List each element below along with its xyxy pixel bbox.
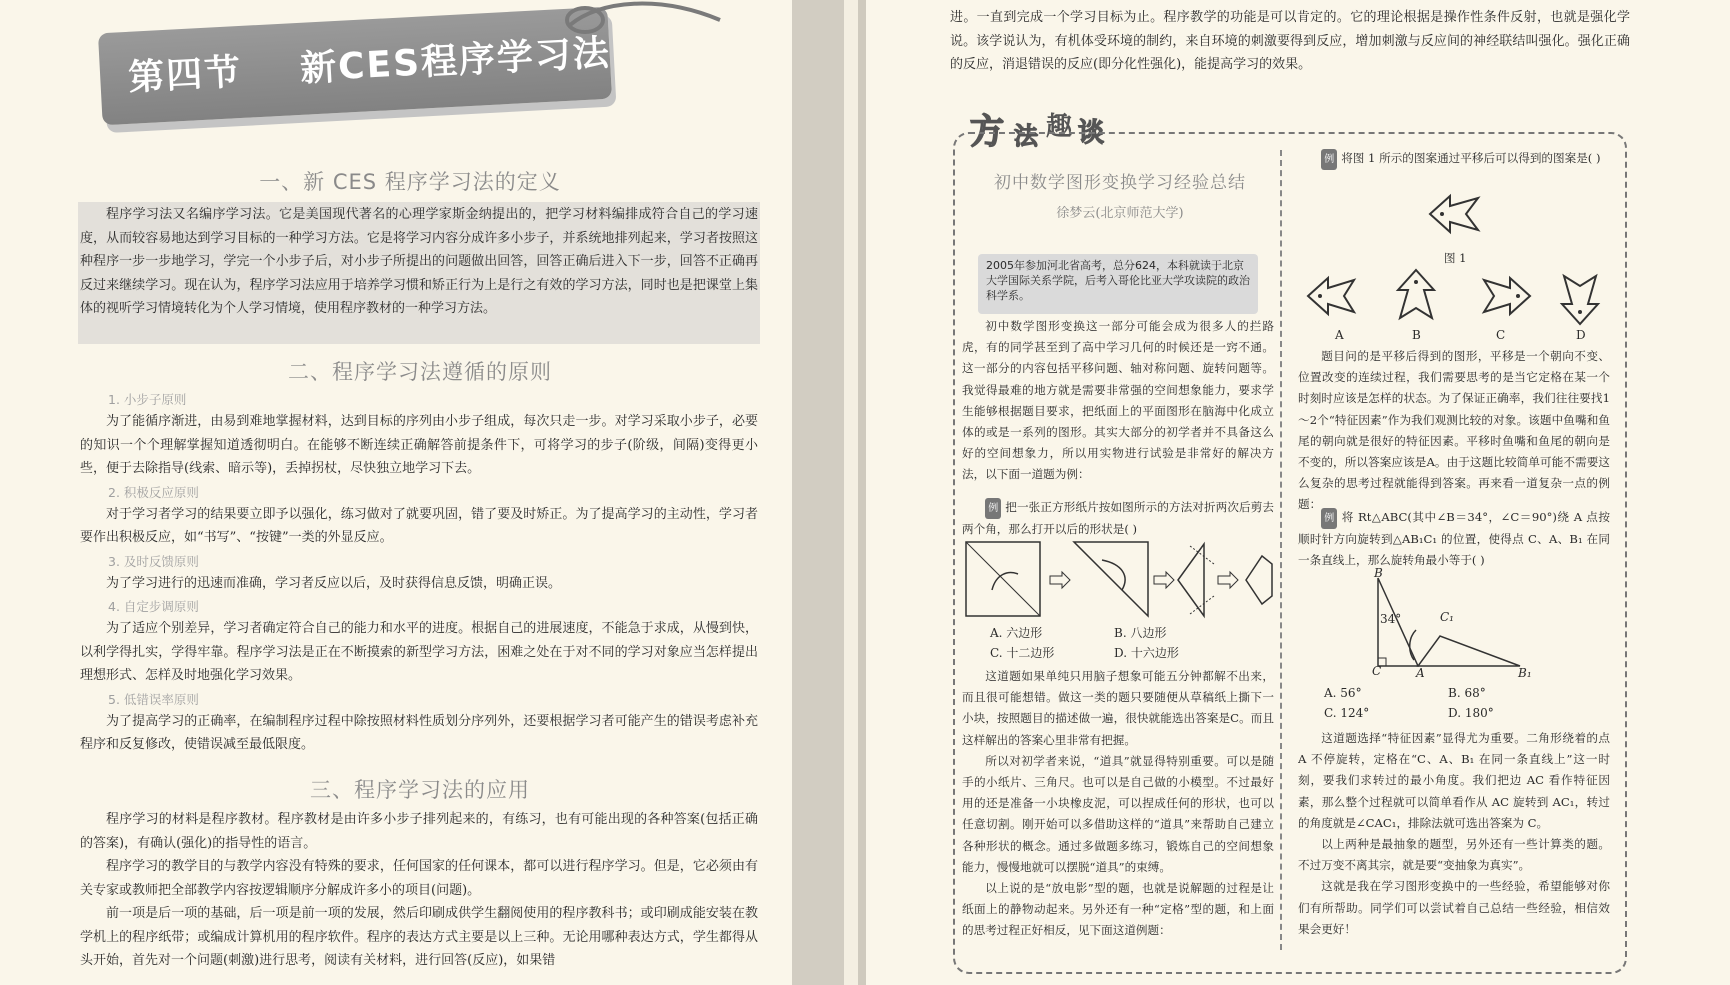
ribbon-ornament-icon [540, 0, 740, 60]
column-divider [1280, 150, 1282, 950]
section3-title: 三、程序学习法的应用 [310, 778, 530, 802]
application-section [80, 808, 758, 985]
book-gutter [844, 0, 858, 985]
choice-d: D. 180° [1448, 706, 1494, 720]
option-label: A [1335, 328, 1344, 342]
section2-title: 二、程序学习法遵循的原则 [288, 360, 552, 384]
application-paragraph: 程序学习的教学目的与教学内容没有特殊的要求，任何国家的任何课本，都可以进行程序学习。但是，它必须由有关专家或教师把全部教学内容按逻辑顺序分解成许多小的项目(问题)。 [80, 859, 758, 898]
principle-title: 5. 低错误率原则 [108, 691, 199, 707]
vertex-label-b: B [1374, 566, 1383, 580]
option-label: C [1496, 328, 1506, 342]
principle-text: 为了适应个别差异，学习者确定符合自己的能力和水平的进度。根据自己的进展速度，不能急于求成，从慢到快，以利学得扎实，学得牢靠。程序学习法是正在不断摸索的新型学习方法，困难之处在于对不同的学习对象应当怎样提出理想形式、怎样及时地强化学习效果。 [80, 621, 758, 683]
article-paragraph: 题目问的是平移后得到的图形，平移是一个朝向不变、位置改变的连续过程，我们需要思考的是当它定格在某一个时刻时应该是怎样的状态。为了保证正确率，我们往往要找1～2个“特征因素”作为我们观测比较的对象。该题中鱼嘴和鱼尾的朝向就是很好的特征因素。平移时鱼嘴和鱼尾的朝向是不变的，所以答案应该是A。由于这题比较简单可能不需要这么复杂的思考过程就能得到答案。再来看一道复杂一点的例题： [1298, 349, 1610, 512]
vertex-label-c: C [1372, 664, 1382, 678]
book-gutter [858, 0, 866, 985]
article-paragraph: 所以对初学者来说，“道具”就显得特别重要。可以是随手的小纸片、三角尺。也可以是自己做的小模型。不过最好用的还是准备一小块橡皮泥，可以捏成任何的形状，也可以任意切割。刚开始可以多借助这样的“道具”来帮助自己建立各种形状的概念。通过多做题多练习，锻炼自己的空间想象能力，慢慢地就可以摆脱“道具”的束缚。 [962, 753, 1274, 874]
continued-paragraph: 进。一直到完成一个学习目标为止。程序教学的功能是可以肯定的。它的理论根据是操作性条件反射，也就是强化学说。该学说认为，有机体受环境的制约，来自环境的刺激要得到反应，增加刺激与反应间的神经联结叫强化。强化正确的反应，消退错误的反应(即分化性强化)，能提高学习的效果。 [950, 10, 1630, 72]
example-question-text: 把一张正方形纸片按如图所示的方法对折两次后剪去两个角，那么打开以后的形状是( ) [962, 500, 1274, 537]
principle-text: 对于学习者学习的结果要立即予以强化，练习做对了就要巩固，错了要及时矫正。为了提高学习的主动性，学习者要作出积极反应，如“书写”、“按键”一类的外显反应。 [80, 506, 758, 545]
example-tag: 例 [1321, 508, 1337, 529]
article-body-continued [962, 666, 1274, 964]
column-header-char: 方 [970, 112, 1004, 152]
column-header-char: 趣 [1046, 112, 1073, 142]
choice-a: A. 六边形 [990, 626, 1043, 640]
author: 徐梦云(北京师范大学) [1056, 206, 1184, 221]
fish-options-figure [1300, 266, 1612, 328]
principle-text: 为了提高学习的正确率，在编制程序过程中除按照材料性质划分序列外，还要根据学习者可能产生的错误考虑补充程序和反复修改，使错误减至最低限度。 [80, 713, 758, 752]
example-question [1298, 507, 1610, 572]
author-bio-text: 2005年参加河北省高考，总分624，本科就读于北京大学国际关系学院，后考入哥伦比亚大学攻读院的政治科学系。 [986, 259, 1250, 302]
definition-paragraph: 程序学习法又名编序学习法。它是美国现代著名的心理学家斯金纳提出的，把学习材料编排成符合自己的学习速度，从而较容易地达到学习目标的一种学习方法。它是将学习内容分成许多小步子，并系统地排列起来，学习者按照这种程序一步一步地学习，学完一个小步子后，对小步子所提出的问题做出回答，回答正确后进入下一步，回答不正确再反过来继续学习。现在认为，程序学习法应用于培养学习惯和矫正行为上是行之有效的学习方法，同时也是把课堂上集体的视听学习情境转化为个人学习情境，使用程序教材的一种学习方法。 [80, 207, 758, 316]
choice-b: B. 68° [1448, 686, 1486, 700]
article-paragraph: 这就是我在学习图形变换中的一些经验，希望能够对你们有所帮助。同学们可以尝试着自己总结一些经验，相信效果会更好！ [1298, 879, 1610, 936]
article-paragraph: 初中数学图形变换这一部分可能会成为很多人的拦路虎，有的同学甚至到了高中学习几何的时候还是一窍不通。这一部分的内容包括平移问题、轴对称问题、旋转问题等。我觉得最难的地方就是需要非常强的空间想象能力，要求学生能够根据题目要求，把纸面上的平面图形在脑海中化成立体的或是一系列的图形。其实大部分的初学者并不具备这么好的空间想象力，所以用实物进行试验是非常好的解决方法，以下面一道题为例： [962, 319, 1274, 482]
book-gutter [792, 0, 844, 985]
principles-list [80, 390, 758, 757]
example-tag: 例 [1321, 149, 1337, 170]
example-tag: 例 [985, 498, 1001, 519]
principle-title: 1. 小步子原则 [108, 392, 187, 407]
vertex-label-c1: C₁ [1440, 610, 1454, 624]
principle-title: 3. 及时反馈原则 [108, 553, 199, 569]
example-question [1298, 148, 1610, 170]
vertex-label-a: A [1416, 666, 1425, 680]
vertex-label-b1: B₁ [1518, 666, 1532, 680]
column-header-char: 谈 [1078, 118, 1105, 148]
author-bio [978, 254, 1258, 314]
fish-figure-icon [1426, 190, 1486, 250]
principle-text: 为了学习进行的迅速而准确，学习者反应以后，及时获得信息反馈，明确正误。 [106, 575, 562, 591]
choice-b: B. 八边形 [1114, 626, 1167, 640]
section1-title: 一、新 CES 程序学习法的定义 [259, 170, 561, 194]
option-label: D [1576, 328, 1586, 342]
article-body-end [1298, 728, 1610, 964]
article-title: 初中数学图形变换学习经验总结 [994, 173, 1246, 193]
principle-title: 4. 自定步调原则 [108, 599, 199, 614]
choice-d: D. 十六边形 [1114, 646, 1179, 660]
example-question [962, 497, 1274, 540]
angle-label: 34° [1380, 612, 1402, 626]
choice-c: C. 十二边形 [990, 646, 1055, 660]
choice-a: A. 56° [1324, 686, 1362, 700]
article-paragraph: 这道题选择“特征因素”显得尤为重要。二角形绕着的点 A 不停旋转，定格在“C、A、B₁ 在同一条直线上”这一时刻，要我们求转过的最小角度。我们把边 AC 看作特征因素，那么整个过程就可以简单看作从 AC 旋转到 AC₁，转过的角度就是∠CAC₁，排除法就可选出答案为 C。 [1298, 731, 1610, 830]
article-paragraph: 以上两种是最抽象的题型，另外还有一些计算类的题。不过万变不离其宗，就是要“变抽象为真实”。 [1298, 837, 1610, 873]
principle-title: 2. 积极反应原则 [108, 484, 199, 500]
article-paragraph: 以上说的是“放电影”型的题，也就是说解题的过程是让纸面上的静物动起来。另外还有一种“定格”型的题，和上面的思考过程正好相反，见下面这道例题： [962, 881, 1274, 938]
paper-folding-figure [962, 540, 1274, 624]
principle-text: 为了能循序渐进，由易到难地掌握材料，达到目标的序列由小步子组成，每次只走一步。对学习采取小步子，必要的知识一个个理解掌握知道透彻明白。在能够不断连续正确解答前提条件下，可将学习的步子(阶级，间隔)变得更小些，便于去除指导(线索、暗示等)，丢掉拐杖，尽快独立地学习下去。 [80, 414, 758, 476]
example-question-text: 将图 1 所示的图案通过平移后可以得到的图案是( ) [1341, 151, 1601, 165]
banner-title: 第四节 新CES程序学习法 [127, 32, 612, 99]
column-header-char: 法 [1014, 122, 1038, 150]
application-paragraph: 前一项是后一项的基础，后一项是前一项的发展，然后印刷成供学生翻阅使用的程序教科书；或印刷成能安装在教学机上的程序纸带；或编成计算机用的程序软件。程序的表达方式主要是以上三种。无论用哪种表达方式，学生都得从头开始，首先对一个问题(刺激)进行思考，阅读有关材料，进行回答(反应)，如果错 [80, 906, 758, 968]
choice-c: C. 124° [1324, 706, 1370, 720]
example-question-text: 将 Rt△ABC(其中∠B＝34°，∠C＝90°)绕 A 点按顺时针方向旋转到△AB₁C₁ 的位置，使得点 C、A、B₁ 在同一条直线上，那么旋转角最小等于( ) [1298, 510, 1610, 568]
option-label: B [1412, 328, 1421, 342]
application-paragraph: 程序学习的材料是程序教材。程序教材是由许多小步子排列起来的，有练习，也有可能出现的各种答案(包括正确的答案)，有确认(强化)的指导性的语言。 [80, 812, 758, 851]
figure-caption: 图 1 [1444, 251, 1467, 265]
article-paragraph: 这道题如果单纯只用脑子想象可能五分钟都解不出来，而且很可能想错。做这一类的题只要随便从草稿纸上撕下一小块，按照题目的描述做一遍，很快就能选出答案是C。而且这样解出的答案心里非常有把握。 [962, 669, 1274, 747]
